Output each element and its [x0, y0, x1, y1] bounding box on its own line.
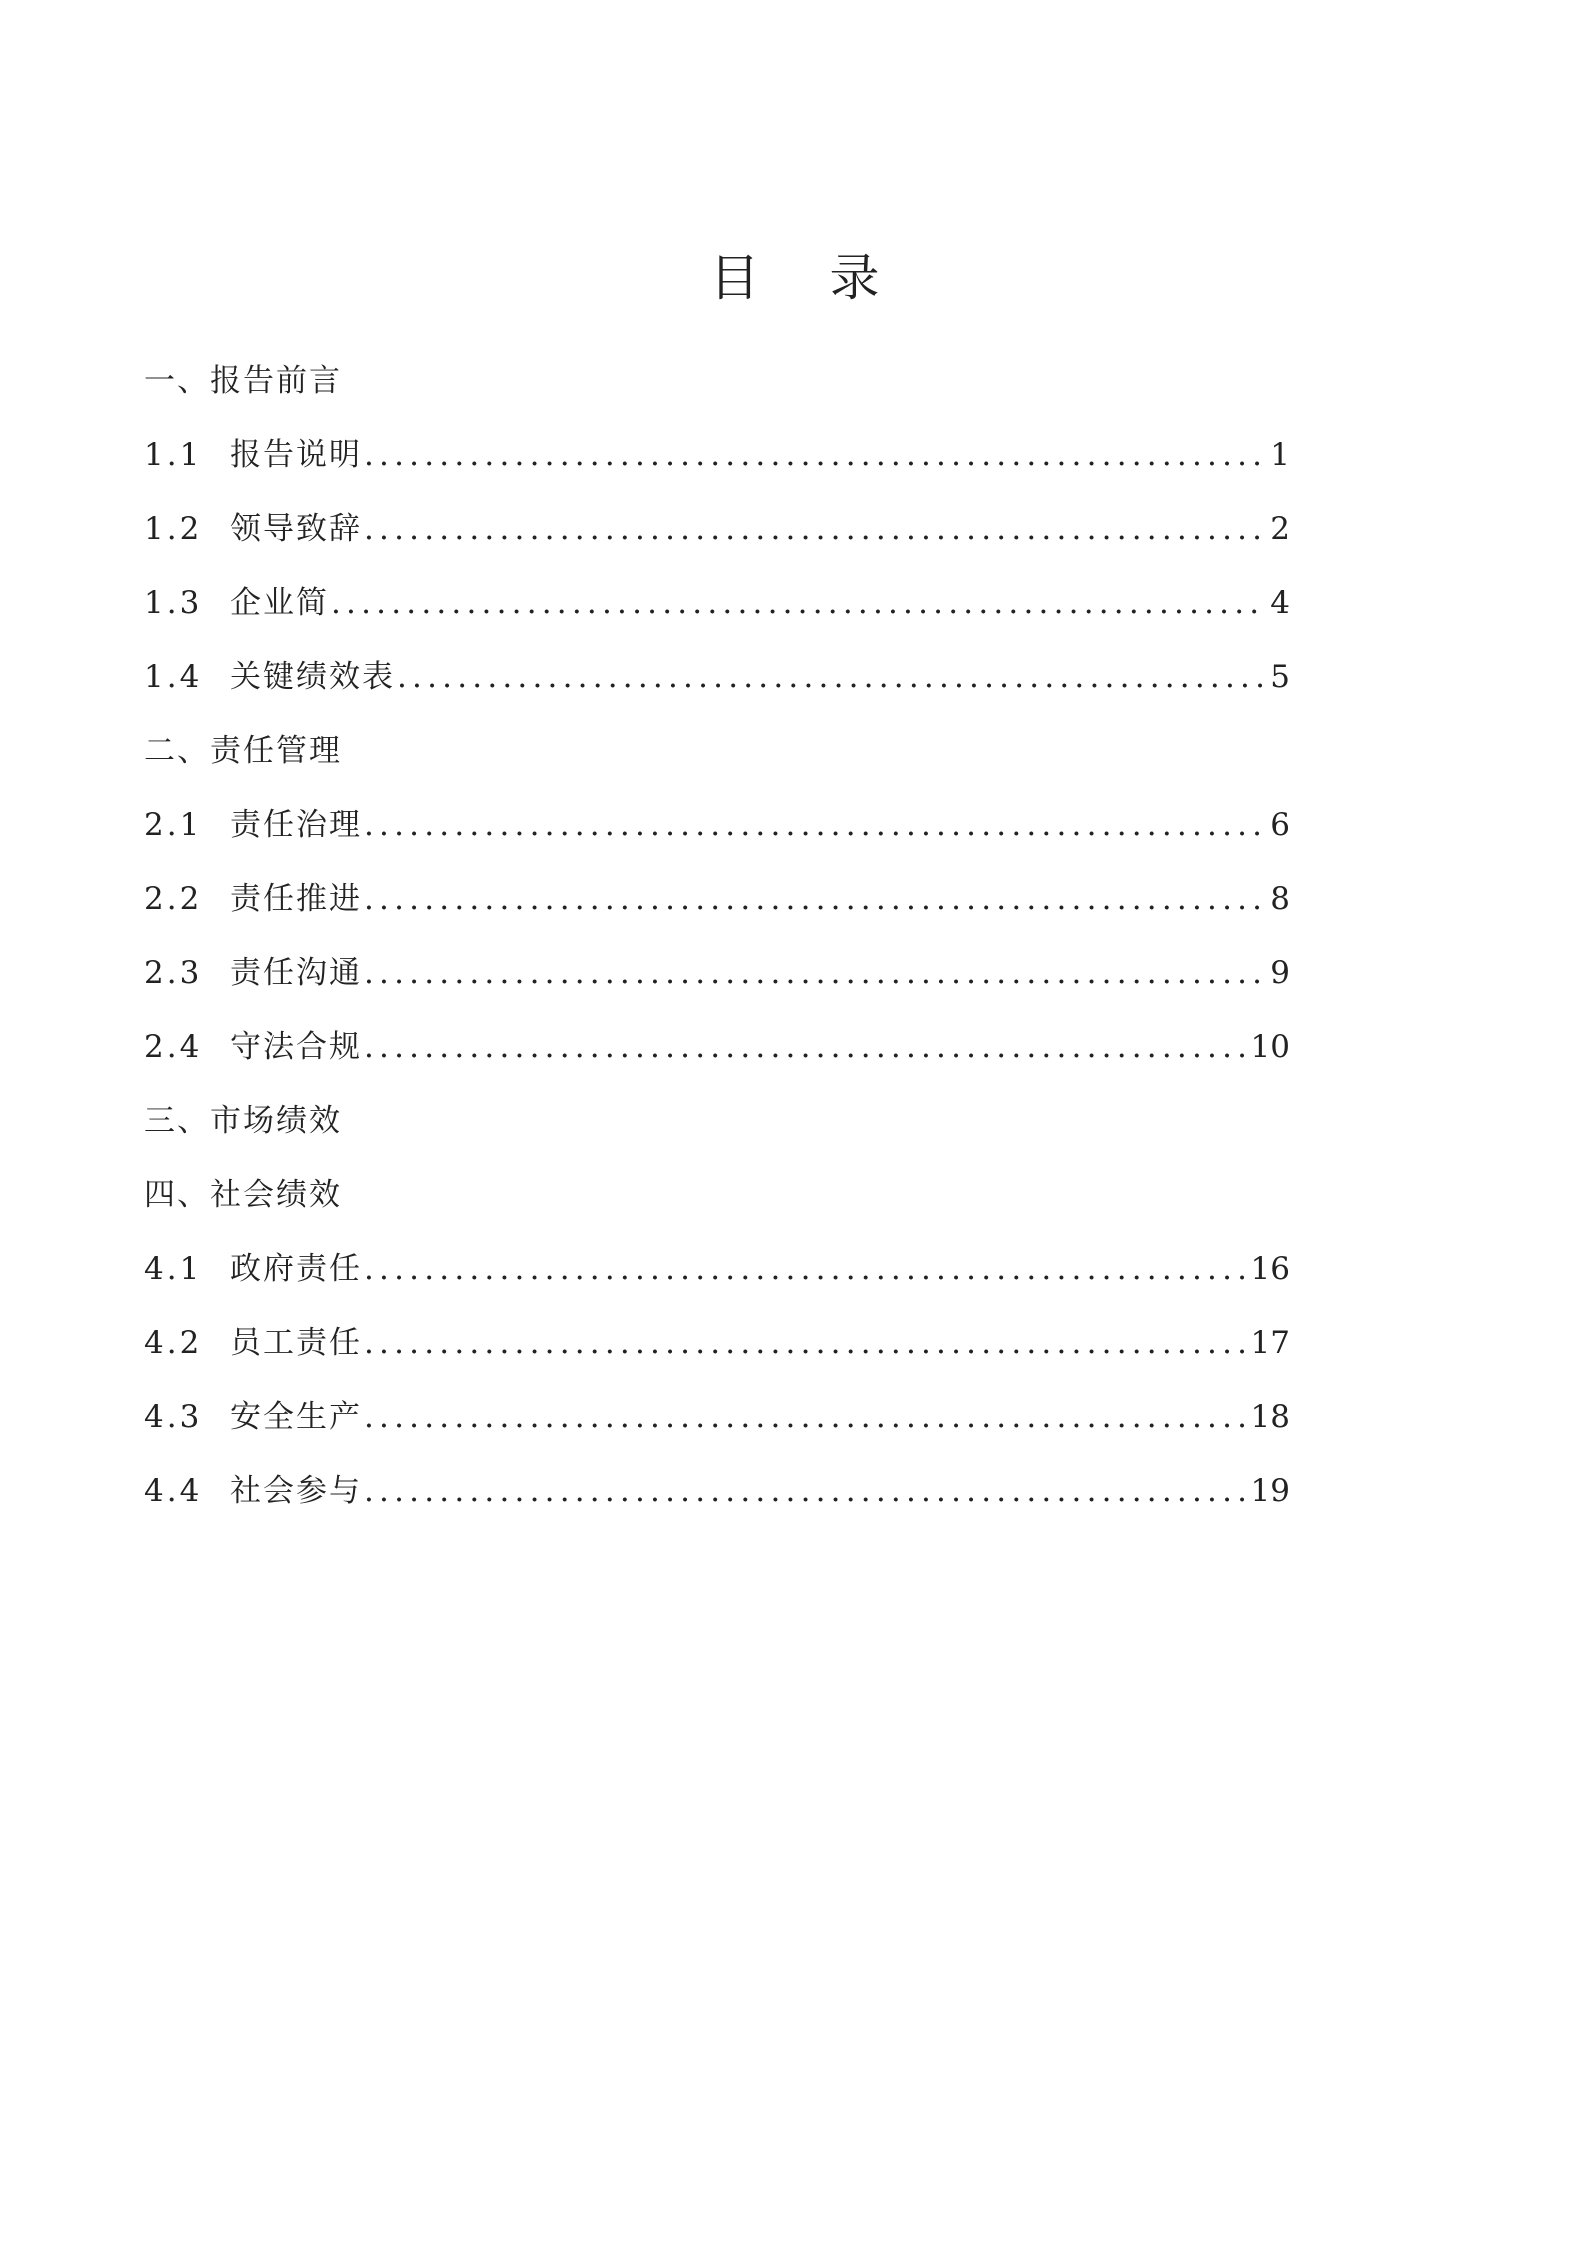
- entry-label: 企业简: [230, 585, 329, 621]
- toc-section-heading[interactable]: [144, 714, 1290, 788]
- toc-entry[interactable]: [144, 862, 1290, 936]
- entry-number: 4.2: [144, 1325, 203, 1361]
- entry-number: 2.4: [144, 1029, 203, 1065]
- entry-page-number: 2: [1270, 511, 1290, 547]
- toc-entry[interactable]: [144, 1454, 1290, 1528]
- entry-number: 2.2: [144, 881, 203, 917]
- entry-label: 安全生产: [230, 1399, 362, 1435]
- entry-label: 政府责任: [230, 1251, 362, 1287]
- entry-page-number: 6: [1270, 807, 1290, 843]
- toc-entry[interactable]: [144, 640, 1290, 714]
- entry-number: 1.3: [144, 585, 203, 621]
- section-heading-label: 四、社会绩效: [144, 1177, 342, 1213]
- entry-label: 关键绩效表: [230, 659, 395, 695]
- section-heading-label: 三、市场绩效: [144, 1103, 342, 1139]
- toc-entry[interactable]: [144, 1306, 1290, 1380]
- dot-leader: [364, 1027, 1247, 1067]
- entry-label: 守法合规: [230, 1029, 362, 1065]
- entry-page-number: 18: [1250, 1399, 1290, 1435]
- title-char-2: 录: [829, 249, 880, 307]
- dot-leader: [364, 1249, 1247, 1289]
- entry-number: 4.3: [144, 1399, 203, 1435]
- toc-entry[interactable]: [144, 566, 1290, 640]
- entry-number: 4.1: [144, 1251, 203, 1287]
- entry-page-number: 17: [1250, 1325, 1290, 1361]
- dot-leader: [331, 583, 1266, 623]
- section-heading-label: 二、责任管理: [144, 733, 342, 769]
- entry-page-number: 4: [1270, 585, 1290, 621]
- dot-leader: [397, 657, 1266, 697]
- entry-number: 1.1: [144, 437, 203, 473]
- entry-page-number: 5: [1270, 659, 1290, 695]
- table-of-contents: [144, 344, 1290, 1528]
- toc-entry[interactable]: [144, 1010, 1290, 1084]
- entry-label: 领导致辞: [230, 511, 362, 547]
- dot-leader: [364, 805, 1266, 845]
- page-title: [0, 248, 1589, 308]
- title-char-1: 目: [709, 249, 760, 307]
- entry-page-number: 1: [1270, 437, 1290, 473]
- toc-entry[interactable]: [144, 1232, 1290, 1306]
- toc-section-heading[interactable]: [144, 1158, 1290, 1232]
- dot-leader: [364, 435, 1266, 475]
- entry-number: 4.4: [144, 1473, 203, 1509]
- toc-section-heading[interactable]: [144, 344, 1290, 418]
- entry-label: 报告说明: [230, 437, 362, 473]
- section-heading-label: 一、报告前言: [144, 363, 342, 399]
- toc-entry[interactable]: [144, 418, 1290, 492]
- entry-label: 社会参与: [230, 1473, 362, 1509]
- toc-entry[interactable]: [144, 492, 1290, 566]
- toc-entry[interactable]: [144, 788, 1290, 862]
- entry-number: 1.2: [144, 511, 203, 547]
- entry-label: 责任沟通: [230, 955, 362, 991]
- entry-page-number: 9: [1270, 955, 1290, 991]
- entry-page-number: 16: [1250, 1251, 1290, 1287]
- dot-leader: [364, 1397, 1247, 1437]
- dot-leader: [364, 953, 1266, 993]
- toc-section-heading[interactable]: [144, 1084, 1290, 1158]
- entry-label: 责任推进: [230, 881, 362, 917]
- entry-label: 员工责任: [230, 1325, 362, 1361]
- dot-leader: [364, 509, 1266, 549]
- entry-page-number: 10: [1250, 1029, 1290, 1065]
- entry-number: 2.1: [144, 807, 203, 843]
- entry-number: 2.3: [144, 955, 203, 991]
- entry-label: 责任治理: [230, 807, 362, 843]
- toc-entry[interactable]: [144, 936, 1290, 1010]
- dot-leader: [364, 1471, 1247, 1511]
- entry-number: 1.4: [144, 659, 203, 695]
- toc-entry[interactable]: [144, 1380, 1290, 1454]
- entry-page-number: 19: [1250, 1473, 1290, 1509]
- dot-leader: [364, 1323, 1247, 1363]
- entry-page-number: 8: [1270, 881, 1290, 917]
- dot-leader: [364, 879, 1266, 919]
